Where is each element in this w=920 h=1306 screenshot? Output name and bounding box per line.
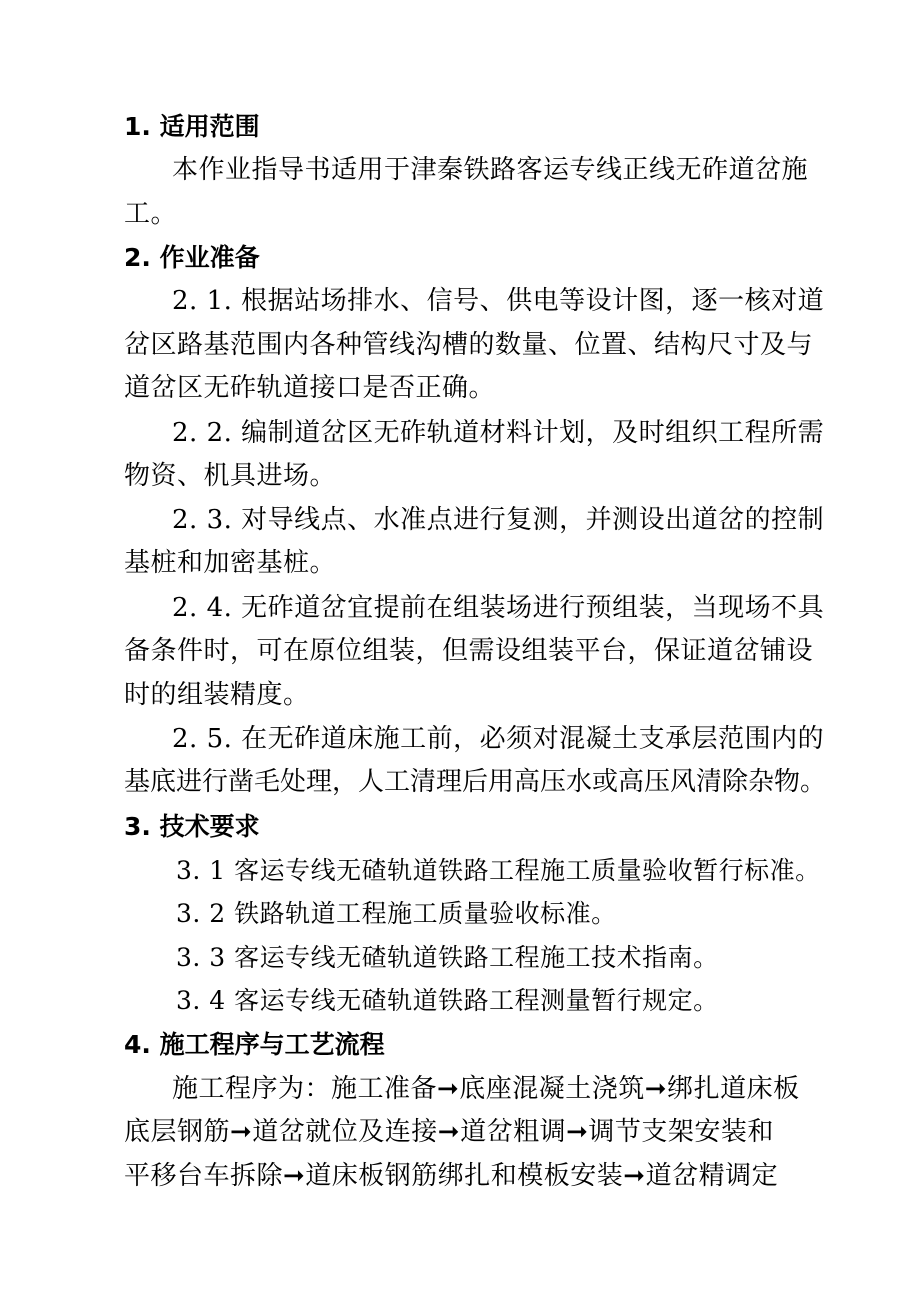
item-2-5-line: 基底进行凿毛处理，人工清理后用高压水或高压风清除杂物。 [124, 767, 827, 797]
section-2-heading: 2. 作业准备 [124, 243, 260, 272]
section-1-text-line: 工。 [124, 199, 178, 229]
reference-item: 3. 4 客运专线无碴轨道铁路工程测量暂行规定。 [176, 986, 719, 1015]
section-4-text-line: 底层钢筋➞道岔就位及连接➞道岔粗调➞调节支架安装和 [124, 1117, 774, 1147]
section-1-text-line: 本作业指导书适用于津秦铁路客运专线正线无砟道岔施 [172, 155, 809, 185]
item-2-2-line: 2. 2. 编制道岔区无砟轨道材料计划，及时组织工程所需 [172, 418, 825, 448]
item-2-4-line: 时的组装精度。 [124, 680, 310, 710]
item-2-4-line: 2. 4. 无砟道岔宜提前在组装场进行预组装，当现场不具 [172, 593, 825, 623]
reference-item: 3. 3 客运专线无碴轨道铁路工程施工技术指南。 [176, 943, 719, 972]
item-2-4-line: 备条件时，可在原位组装，但需设组装平台，保证道岔铺设 [124, 636, 814, 666]
item-2-3-line: 2. 3. 对导线点、水准点进行复测，并测设出道岔的控制 [172, 505, 825, 535]
item-2-3-line: 基桩和加密基桩。 [124, 548, 337, 578]
section-3-heading: 3. 技术要求 [124, 812, 260, 841]
item-2-1-line: 2. 1. 根据站场排水、信号、供电等设计图，逐一核对道 [172, 286, 825, 316]
item-2-1-line: 岔区路基范围内各种管线沟槽的数量、位置、结构尺寸及与 [124, 330, 814, 360]
reference-item: 3. 1 客运专线无碴轨道铁路工程施工质量验收暂行标准。 [176, 856, 821, 885]
section-4-text-line: 平移台车拆除➞道床板钢筋绑扎和模板安装➞道岔精调定 [124, 1161, 779, 1191]
section-1-heading: 1. 适用范围 [124, 112, 260, 141]
reference-item: 3. 2 铁路轨道工程施工质量验收标准。 [176, 899, 617, 928]
section-4-text-line: 施工程序为：施工准备➞底座混凝土浇筑➞绑扎道床板 [172, 1074, 800, 1104]
item-2-2-line: 物资、机具进场。 [124, 461, 337, 491]
item-2-1-line: 道岔区无砟轨道接口是否正确。 [124, 373, 496, 403]
item-2-5-line: 2. 5. 在无砟道床施工前，必须对混凝土支承层范围内的 [172, 724, 825, 754]
section-4-heading: 4. 施工程序与工艺流程 [124, 1030, 385, 1059]
